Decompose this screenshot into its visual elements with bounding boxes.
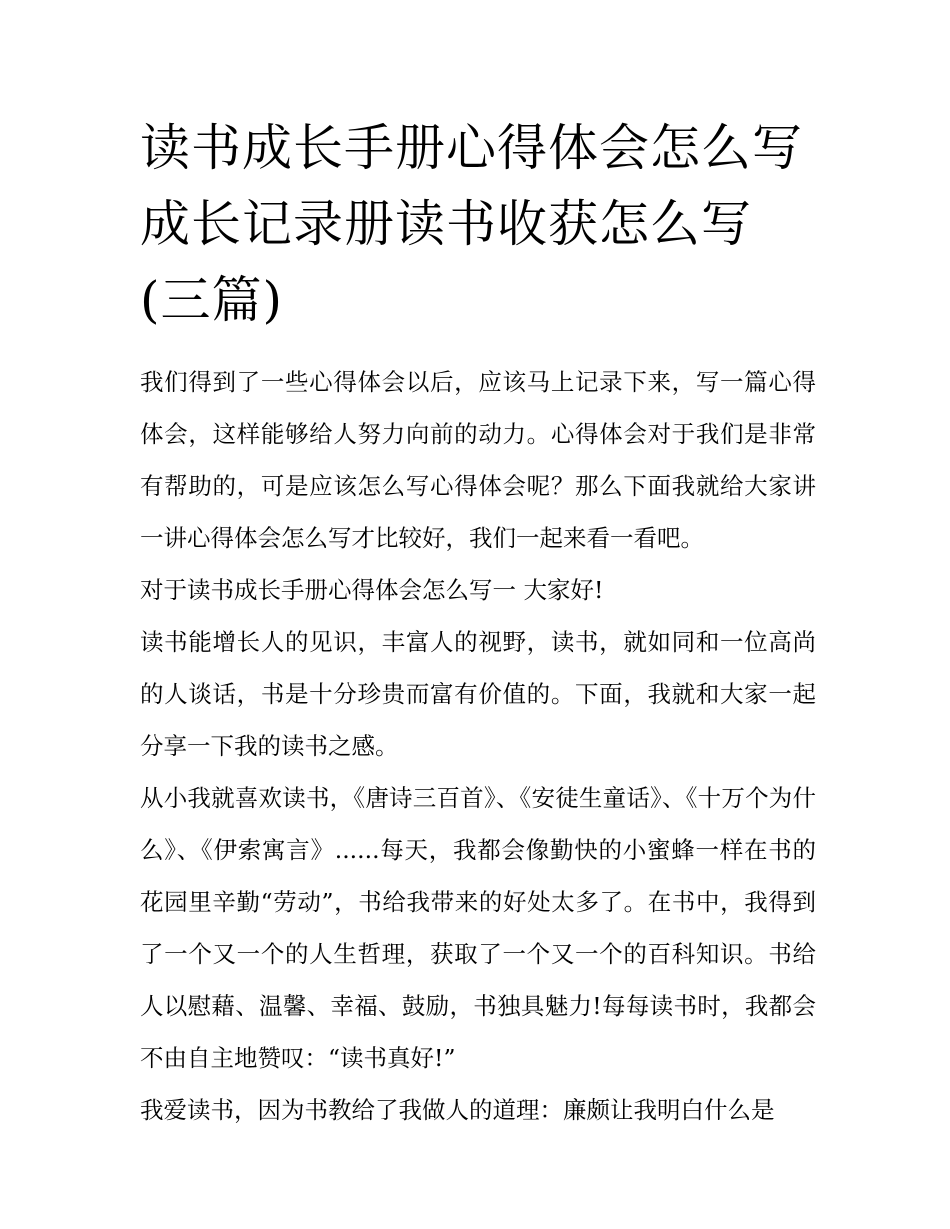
- paragraph: 读书能增长人的见识，丰富人的视野，读书，就如同和一位高尚的人谈话，书是十分珍贵而富有价值的。下面，我就和大家一起分享一下我的读书之感。: [140, 628, 816, 760]
- paragraph: 从小我就喜欢读书，《唐诗三百首》、《安徒生童话》、《十万个为什么》、《伊索寓言》......每天，我都会像勤快的小蜜蜂一样在书的花园里辛勤“劳动”，书给我带来的好处太多了。在书中，我得到了一个又一个的人生哲理，获取了一个又一个的百科知识。书给人以慰藉、温馨、幸福、鼓励，书独具魅力!每每读书时，我都会不由自主地赞叹：“读书真好!”: [140, 784, 816, 1072]
- document-title: 读书成长手册心得体会怎么写成长记录册读书收获怎么写(三篇): [140, 119, 803, 329]
- paragraph-intro: 我们得到了一些心得体会以后，应该马上记录下来，写一篇心得体会，这样能够给人努力向前的动力。心得体会对于我们是非常有帮助的，可是应该怎么写心得体会呢？那么下面我就给大家讲一讲心得体会怎么写才比较好，我们一起来看一看吧。: [140, 368, 816, 552]
- paragraph: 我爱读书，因为书教给了我做人的道理：廉颇让我明白什么是: [140, 1096, 775, 1124]
- paragraph-greeting: 对于读书成长手册心得体会怎么写一 大家好!: [140, 576, 604, 604]
- document-body: [140, 356, 816, 1136]
